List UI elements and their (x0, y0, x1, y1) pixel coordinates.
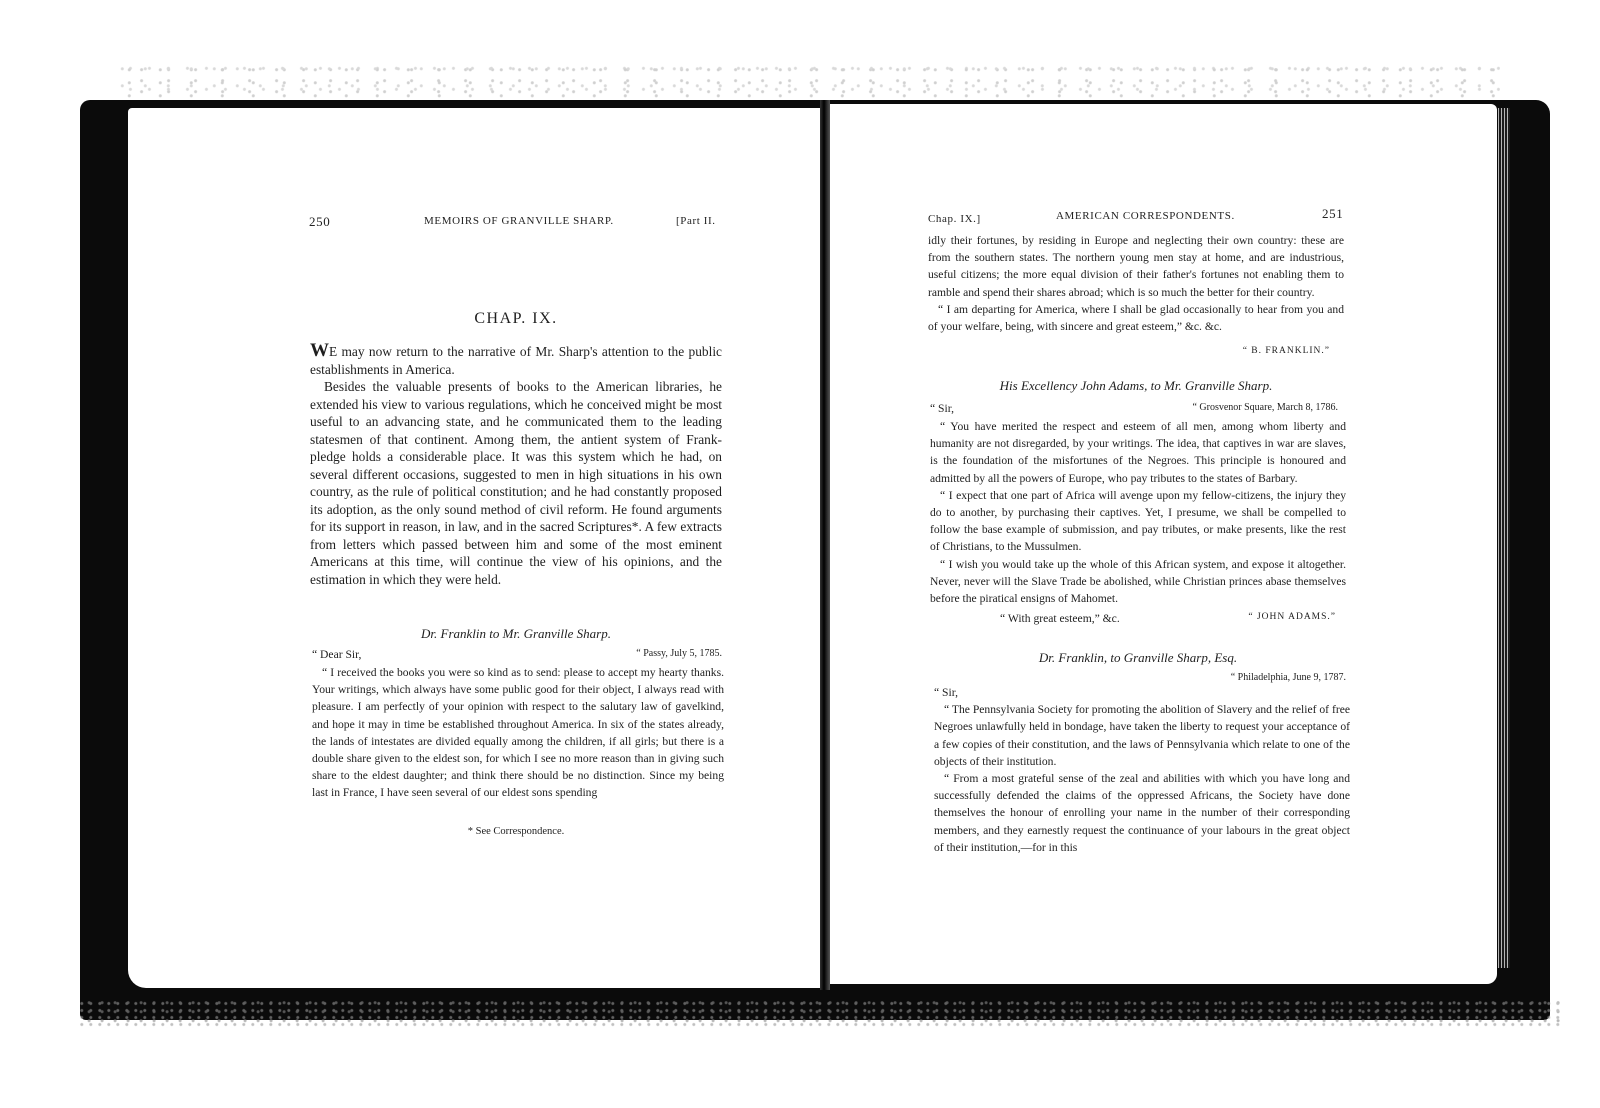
adams-signature: “ JOHN ADAMS.” (1248, 612, 1336, 622)
letter-1-body (312, 664, 724, 802)
scan-noise-top (120, 62, 1500, 102)
book-gutter (820, 100, 830, 990)
left-part-label: [Part II. (676, 215, 716, 227)
franklin-signature-1: “ B. FRANKLIN.” (1242, 346, 1330, 356)
page-edges (1498, 108, 1510, 968)
letter-3-salutation: “ Sir, (934, 686, 959, 699)
scan-noise-bottom (80, 1000, 1560, 1028)
chapter-title: CHAP. IX. (474, 310, 558, 327)
letter-2-place-date: “ Grosvenor Square, March 8, 1786. (1192, 402, 1338, 413)
letter-3-place-date: “ Philadelphia, June 9, 1787. (1230, 672, 1346, 683)
left-page-number: 250 (309, 214, 331, 229)
letter-1-heading: Dr. Franklin to Mr. Granville Sharp. (421, 626, 611, 641)
letter-2-closing-row (1000, 612, 1336, 625)
letter-2-salutation: “ Sir, (930, 402, 955, 415)
footnote: * See Correspondence. (467, 826, 565, 837)
left-main-text (310, 342, 722, 588)
right-continuation (928, 232, 1344, 335)
letter-3-paragraph-1: “ The Pennsylvania Society for promoting the abolition of Slavery and the relief of free Negroes unlawfully held in bondage, have taken the liberty to request your acceptance of a few copies of their constitution, and the laws of Pennsylvania which relate to one of the objects of their institution. (934, 703, 1350, 768)
paragraph-2: Besides the valuable presents of books to the American libraries, he extended his view to various regulations, which he conceived might be most useful to an advancing state, and he communicated them to the leading statesmen of that continent. Among them, the antient system of Frank-pledge holds a considerable place. It was this system which he had, on several different occasions, suggested to men in high situations in his own country, as the rule of political constitution; and he had constantly proposed its adoption, as the only sound method of civil reform. He found arguments for its support in reason, in law, and in the sacred Scriptures*. A few extracts from letters which passed between him and some of the most eminent Americans at this time, will continue the view of his opinions, and the estimation in which they were held. (310, 379, 722, 587)
letter-3-heading: Dr. Franklin, to Granville Sharp, Esq. (1038, 650, 1238, 665)
letter-2-paragraph-2: “ I expect that one part of Africa will avenge upon my fellow-citizens, the injury they do to another, by purchasing their captives. Yet, I presume, we shall be compelled to follow the base example of submission, and pay tributes, or make presents, like the rest of Christians, to the Mussulmen. (930, 488, 1346, 554)
letter-2-closing: “ With great esteem,” &c. (1000, 612, 1120, 625)
letter-2-heading: His Excellency John Adams, to Mr. Granville Sharp. (999, 378, 1273, 393)
letter-3-paragraph-2: “ From a most grateful sense of the zeal and abilities with which you have long and successfully defended the claims of the oppressed Africans, the Society have done themselves the honour of enrolling your name in the number of their corresponding members, and they earnestly request the continuance of your labours in the great object of their institution,—for in this (934, 772, 1350, 854)
right-page-number: 251 (1322, 206, 1344, 221)
continuation-paragraph-2: “ I am departing for America, where I shall be glad occasionally to hear from you and of your welfare, being, with sincere and great esteem,” &c. &c. (928, 302, 1344, 334)
letter-3-place-row (934, 672, 1346, 683)
drop-cap: W (310, 340, 329, 361)
letter-1-salutation-row (312, 648, 722, 661)
paragraph-1 (310, 342, 722, 378)
right-running-head: AMERICAN CORRESPONDENTS. (1056, 210, 1235, 222)
letter-2-paragraph-3: “ I wish you would take up the whole of this African system, and expose it altogether. Never, never will the Slave Trade be abolished, while Christian princes abase themselves before the piratical ensigns of Mahomet. (930, 557, 1346, 606)
letter-2-salutation-row (930, 402, 1338, 415)
letter-2-body (930, 418, 1346, 607)
continuation-paragraph: idly their fortunes, by residing in Europe and neglecting their own country: these are from the southern states. The northern young men stay at home, and are industrious, useful citizens; the more equal division of their father's fortunes not enabling them to ramble and spend their shares abroad; which is so much the better for their country. (928, 234, 1344, 299)
right-chap-label: Chap. IX.] (928, 213, 981, 225)
letter-3-body (934, 684, 1350, 856)
letter-2-paragraph-1: “ You have merited the respect and esteem of all men, among whom liberty and humanity are not disregarded, by your writings. The idea, that captives in war are slaves, is the foundation of the misfortunes of the Negroes. This principle is honoured and admitted by all the powers of Europe, who pay tributes to the states of Barbary. (930, 420, 1346, 485)
left-running-head: MEMOIRS OF GRANVILLE SHARP. (424, 215, 614, 227)
letter-1-place-date: “ Passy, July 5, 1785. (636, 648, 722, 659)
letter-1-salutation: “ Dear Sir, (312, 648, 362, 661)
paragraph-1-text: E may now return to the narrative of Mr. Sharp's attention to the public establishments in America. (310, 344, 722, 377)
letter-1-paragraph: “ I received the books you were so kind as to send: please to accept my hearty thanks. Your writings, which always have some public good for their object, I always read with pleasure. I am perfectly of your opinion with respect to the salutary law of gavelkind, and hope it may in time be established throughout America. In six of the states already, the lands of intestates are divided equally among the children, if all girls; but there is a double share given to the eldest son, for which I see no more reason than in giving such share to the eldest daughter; and think there should be no distinction. Since my being last in France, I have seen several of our eldest sons spending (312, 666, 724, 800)
